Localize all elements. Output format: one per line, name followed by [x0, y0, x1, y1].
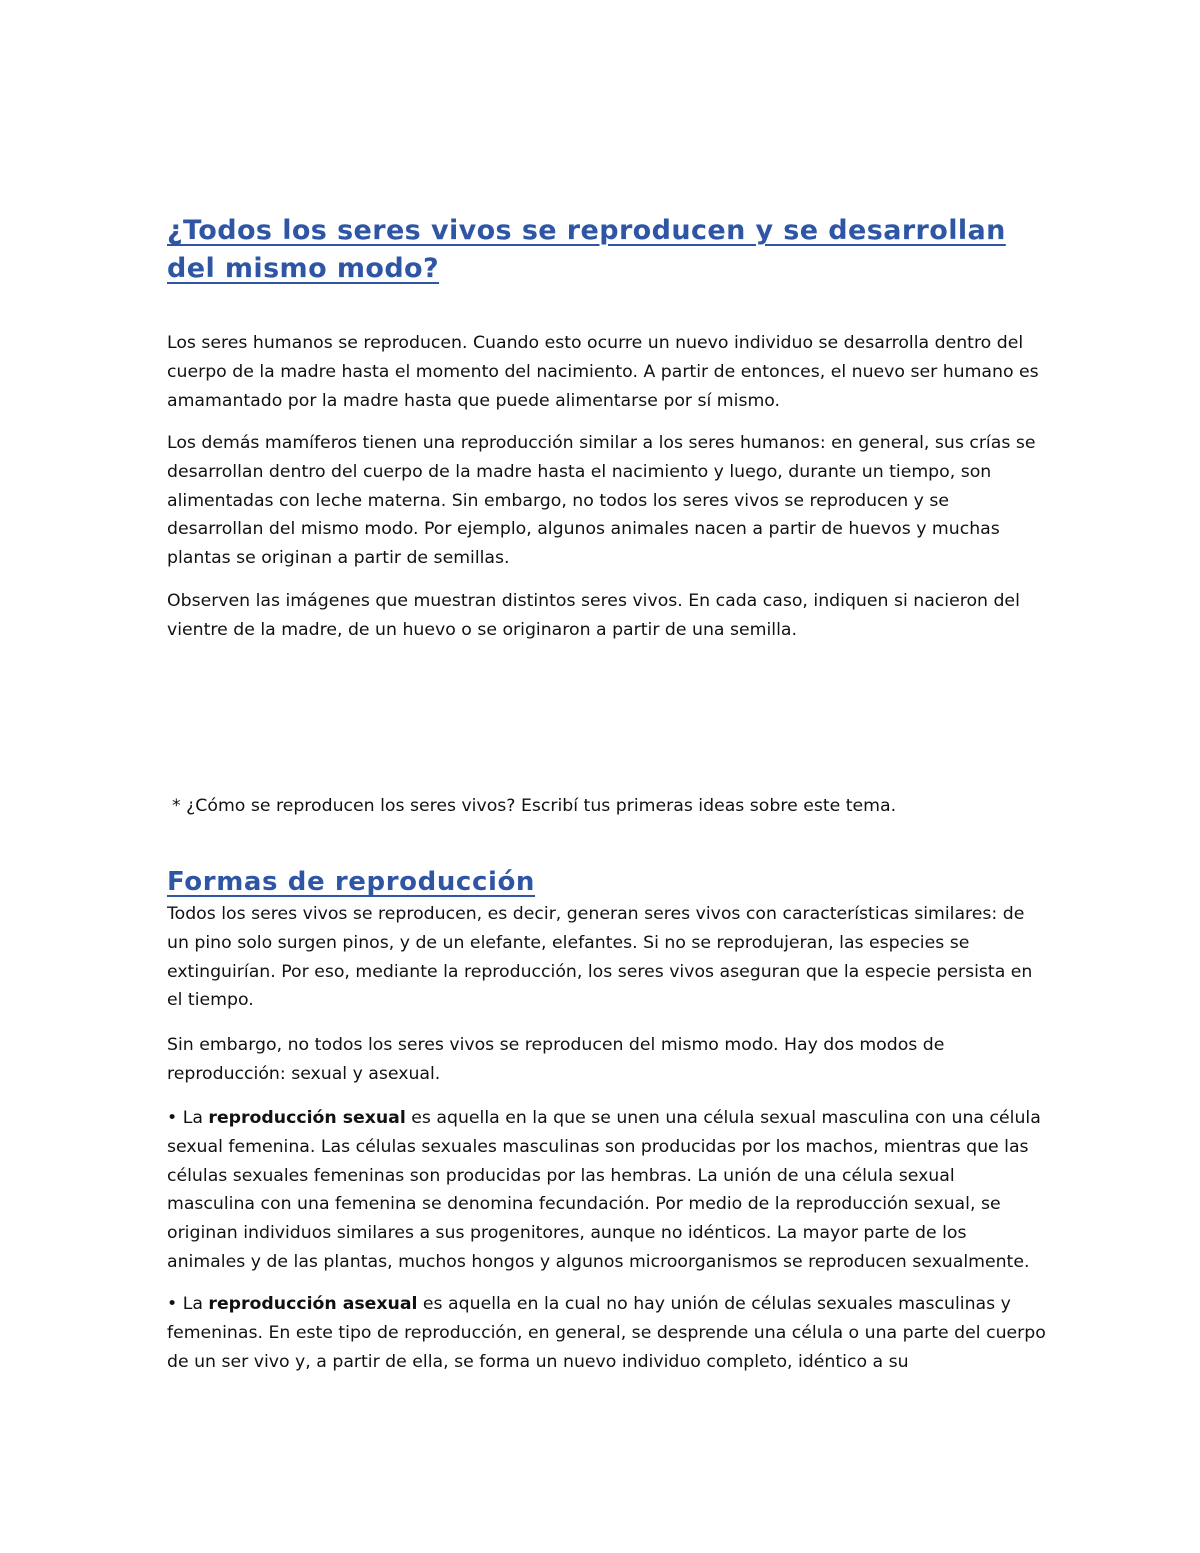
bullet-asexual-reproduction	[167, 1290, 1047, 1376]
term-sexual: reproducción sexual	[208, 1108, 406, 1128]
bullet-icon: •	[167, 1108, 178, 1128]
section-heading-formas: Formas de reproducción	[167, 867, 536, 897]
bullet-text: es aquella en la que se unen una célula sexual masculina con una célula sexual femenina. Las células sexuales masculinas son producidas por los machos, mientras que las células sexuales femeninas son producidas por las hembras. La unión de una célula sexual masculina con una femenina se denomina fecundación. Por medio de la reproducción sexual, se originan individuos similares a sus progenitores, aunque no idénticos. La mayor parte de los animales y de las plantas, muchos hongos y algunos microorganismos se reproducen sexualmente.	[167, 1108, 1041, 1272]
paragraph-instructions: Observen las imágenes que muestran distintos seres vivos. En cada caso, indiquen si nacieron del vientre de la madre, de un huevo o se originaron a partir de una semilla.	[167, 591, 1020, 640]
bullet-lead: La	[182, 1108, 203, 1128]
main-heading: ¿Todos los seres vivos se reproducen y se desarrollan del mismo modo?	[167, 215, 1006, 284]
paragraph-humans: Los seres humanos se reproducen. Cuando esto ocurre un nuevo individuo se desarrolla dentro del cuerpo de la madre hasta el momento del nacimiento. A partir de entonces, el nuevo ser humano es amamantado por la madre hasta que puede alimentarse por sí mismo.	[167, 333, 1039, 411]
term-asexual: reproducción asexual	[208, 1294, 418, 1314]
paragraph-reproduction-intro: Todos los seres vivos se reproducen, es decir, generan seres vivos con características similares: de un pino solo surgen pinos, y de un elefante, elefantes. Si no se reprodujeran, las especies se extinguirían. Por eso, mediante la reproducción, los seres vivos aseguran que la especie persista en el tiempo.	[167, 904, 1033, 1011]
bullet-text: es aquella en la cual no hay unión de células sexuales masculinas y femeninas. En este tipo de reproducción, en general, se desprende una célula o una parte del cuerpo de un ser vivo y, a partir de ella, se forma un nuevo individuo completo, idéntico a su	[167, 1294, 1046, 1372]
paragraph-two-modes: Sin embargo, no todos los seres vivos se reproducen del mismo modo. Hay dos modos de reproducción: sexual y asexual.	[167, 1035, 945, 1084]
paragraph-mammals: Los demás mamíferos tienen una reproducción similar a los seres humanos: en general, sus crías se desarrollan dentro del cuerpo de la madre hasta el nacimiento y luego, durante un tiempo, son alimentadas con leche materna. Sin embargo, no todos los seres vivos se reproducen y se desarrollan del mismo modo. Por ejemplo, algunos animales nacen a partir de huevos y muchas plantas se originan a partir de semillas.	[167, 433, 1036, 569]
bullet-lead: La	[182, 1294, 203, 1314]
question-prompt: * ¿Cómo se reproducen los seres vivos? Escribí tus primeras ideas sobre este tema.	[172, 796, 897, 816]
bullet-icon: •	[167, 1294, 178, 1314]
bullet-sexual-reproduction	[167, 1104, 1047, 1277]
